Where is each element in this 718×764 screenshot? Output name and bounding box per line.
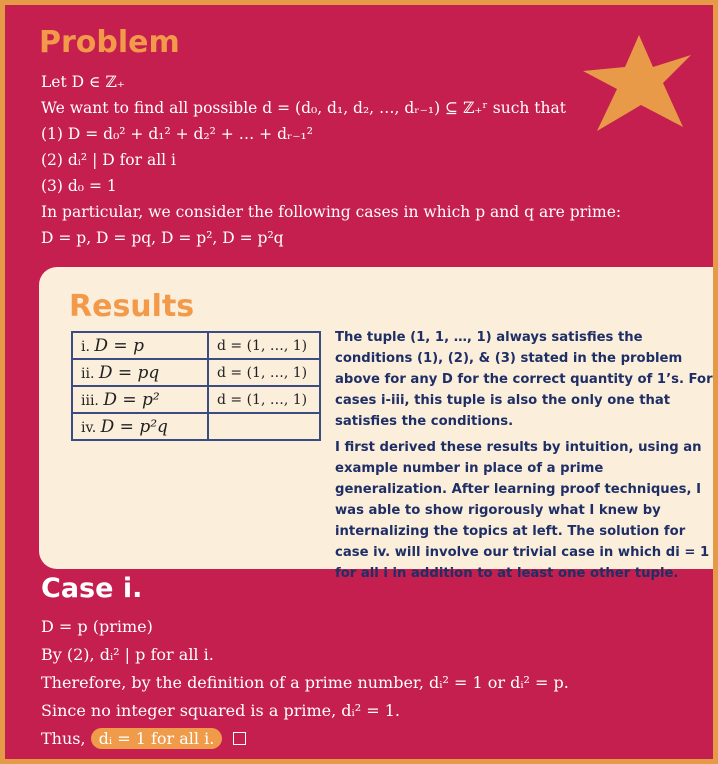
proof-line: Therefore, by the definition of a prime number, dᵢ² = 1 or dᵢ² = p. — [41, 673, 569, 692]
problem-line: (1) D = d₀² + d₁² + d₂² + … + dᵣ₋₁² — [41, 125, 313, 143]
proof-conclusion — [41, 729, 246, 748]
case-label: i. — [81, 338, 90, 355]
case-expr: D = p²q — [100, 416, 168, 437]
case-value: d = (1, …, 1) — [208, 332, 320, 359]
case-cell — [72, 386, 208, 413]
problem-line: D = p, D = pq, D = p², D = p²q — [41, 229, 284, 247]
case-value: d = (1, …, 1) — [208, 359, 320, 386]
proof-line: D = p (prime) — [41, 617, 153, 636]
case-expr: D = p — [94, 335, 144, 356]
table-row — [72, 359, 320, 386]
case-label: iii. — [81, 392, 99, 409]
table-row — [72, 332, 320, 359]
problem-line: We want to find all possible d = (d₀, d₁, d₂, …, dᵣ₋₁) ⊆ ℤ₊ʳ such that — [41, 99, 566, 117]
results-panel — [39, 267, 718, 581]
case-expr: D = pq — [98, 362, 160, 383]
results-paragraph-2-wrapper — [73, 437, 718, 584]
case-cell — [72, 359, 208, 386]
results-paragraph-2: I first derived these results by intuition, using an example number in place of a prime generalization. After learning proof techniques, I was able to show rigorously what I knew by internalizing the topics at left. The solution for case iv. will involve our trivial case in which di = 1 for all i in addition to at least one other tuple. — [335, 440, 710, 581]
table-row — [72, 413, 320, 440]
conclusion-highlight: dᵢ = 1 for all i. — [91, 728, 223, 749]
problem-line: (2) dᵢ² | D for all i — [41, 151, 177, 169]
problem-title: Problem — [39, 25, 180, 60]
case-cell — [72, 413, 208, 440]
case-cell — [72, 332, 208, 359]
star-decoration-icon — [583, 35, 695, 135]
case-value: d = (1, …, 1) — [208, 386, 320, 413]
case-value — [208, 413, 320, 440]
case-label: iv. — [81, 419, 97, 436]
results-title: Results — [69, 289, 195, 324]
case-expr: D = p² — [103, 389, 160, 410]
problem-line: Let D ∈ ℤ₊ — [41, 73, 125, 91]
proof-line: By (2), dᵢ² | p for all i. — [41, 645, 214, 664]
problem-line: In particular, we consider the following cases in which p and q are prime: — [41, 203, 622, 221]
case-title: Case i. — [41, 573, 143, 604]
results-table — [71, 331, 321, 441]
qed-square-icon — [233, 732, 246, 745]
conclusion-prefix: Thus, — [41, 729, 86, 748]
proof-line: Since no integer squared is a prime, dᵢ² = 1. — [41, 701, 401, 720]
problem-line: (3) d₀ = 1 — [41, 177, 117, 195]
table-row — [72, 386, 320, 413]
results-paragraph-1: The tuple (1, 1, …, 1) always satisfies the conditions (1), (2), & (3) stated in the problem above for any D for the correct quantity of 1’s. For cases i-iii, this tuple is also the only one that satisfies the conditions. — [335, 330, 713, 429]
case-label: ii. — [81, 365, 95, 382]
